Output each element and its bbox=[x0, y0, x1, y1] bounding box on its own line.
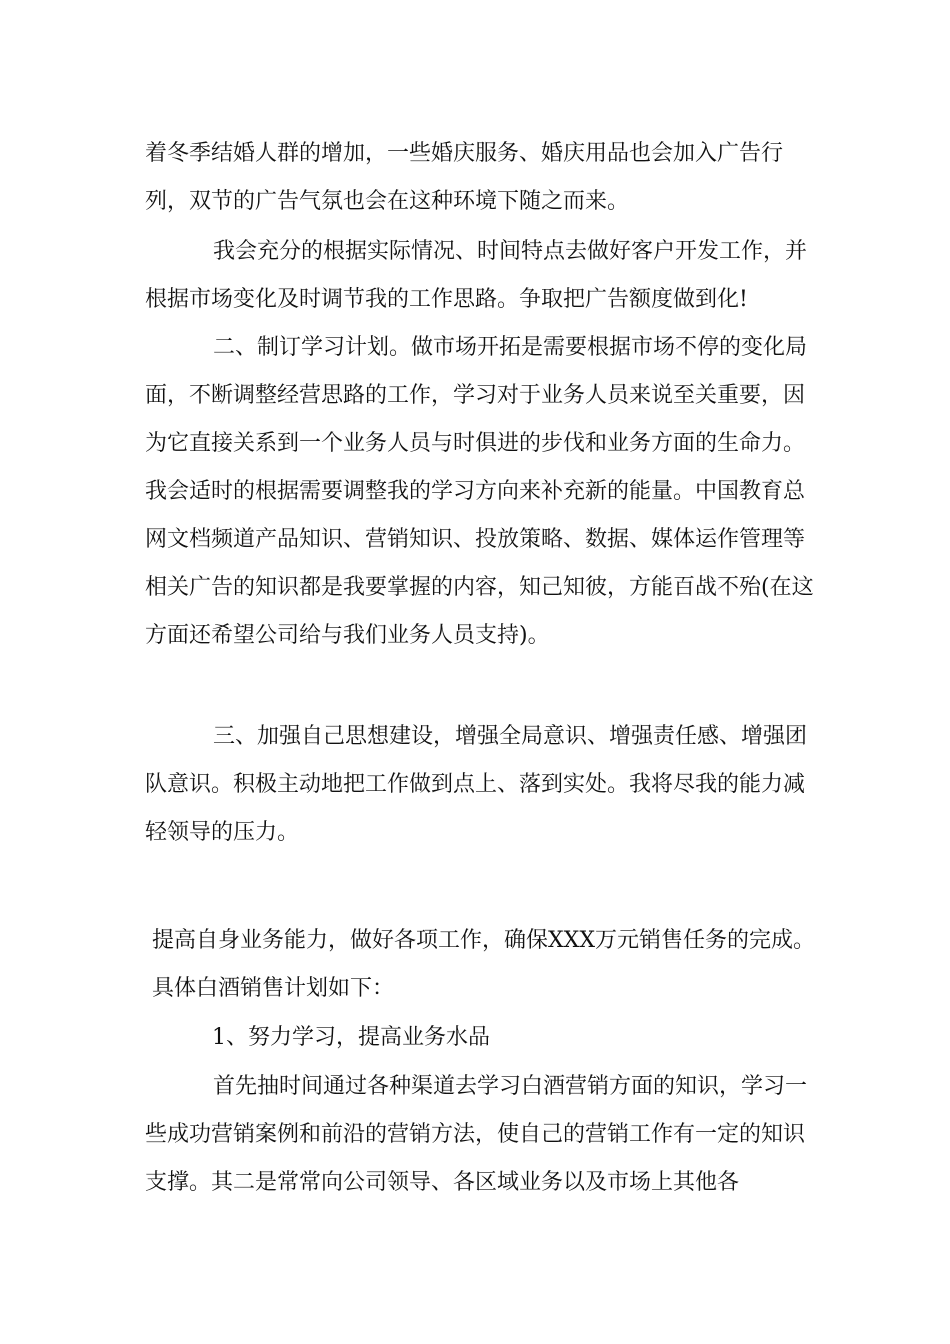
paragraph-7: 首先抽时间通过各种渠道去学习白酒营销方面的知识，学习一些成功营销案例和前沿的营销方法，使自己的营销工作有一定的知识支撑。其二是常常向公司领导、各区域业务以及市场上其他各 bbox=[145, 1074, 808, 1195]
section-heading: 1、努力学习，提高业务水品 bbox=[212, 1025, 490, 1050]
paragraph-1: 着冬季结婚人群的增加，一些婚庆服务、婚庆用品也会加入广告行列，双节的广告气氛也会在这种环境下随之而来。 bbox=[145, 141, 784, 214]
paragraph-4: 三、加强自己思想建设，增强全局意识、增强责任感、增强团队意识。积极主动地把工作做到点上、落到实处。我将尽我的能力减轻领导的压力。 bbox=[145, 724, 808, 845]
paragraph-3: 二、制订学习计划。做市场开拓是需要根据市场不停的变化局面，不断调整经营思路的工作，学习对于业务人员来说至关重要，因为它直接关系到一个业务人员与时俱进的步伐和业务方面的生命力。我会适时的根据需要调整我的学习方向来补充新的能量。中国教育总网文档频道产品知识、营销知识、投放策略、数据、媒体运作管理等相关广告的知识都是我要掌握的内容，知己知彼，方能百战不殆(在这方面还希望公司给与我们业务人员支持)。 bbox=[145, 335, 814, 648]
paragraph-5: 提高自身业务能力，做好各项工作，确保XXX万元销售任务的完成。具体白酒销售计划如下： bbox=[152, 928, 815, 1001]
paragraph-2: 我会充分的根据实际情况、时间特点去做好客户开发工作，并根据市场变化及时调节我的工作思路。争取把广告额度做到化! bbox=[145, 239, 808, 312]
